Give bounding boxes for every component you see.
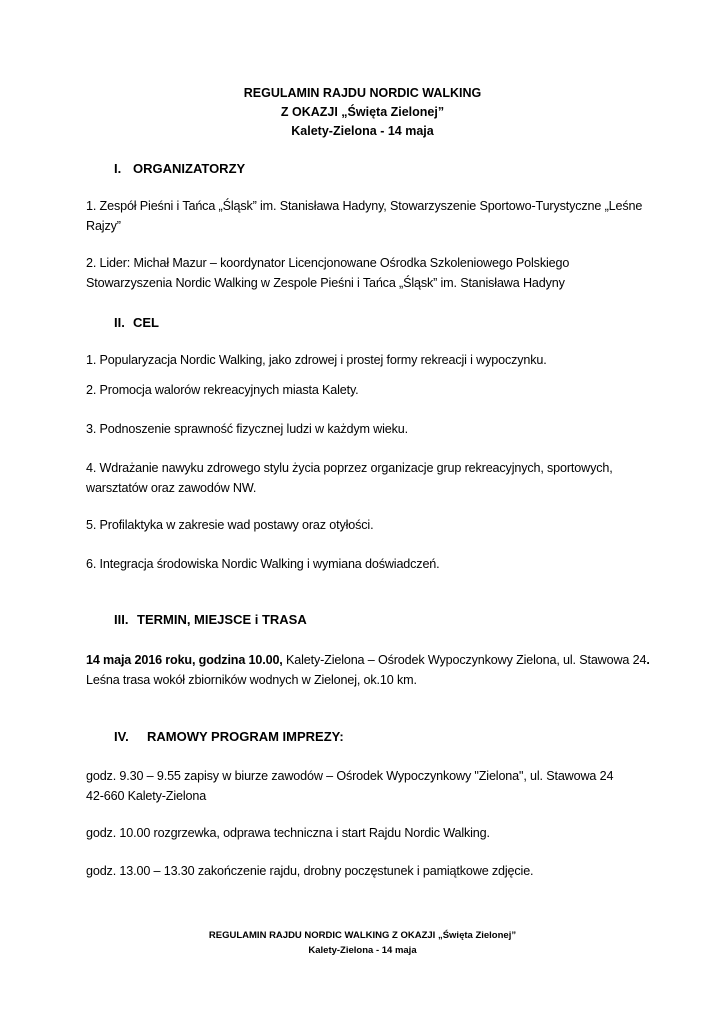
- text-line: warsztatów oraz zawodów NW.: [86, 481, 257, 495]
- document-title-line-2: Z OKAZJI „Święta Zielonej”: [280, 105, 445, 119]
- section-heading-program: [114, 729, 344, 744]
- sentence-period: .: [646, 653, 650, 667]
- page-footer-line-2: Kalety-Zielona - 14 maja: [308, 945, 417, 956]
- section-number: II.: [114, 315, 125, 330]
- document-title-line-3: Kalety-Zielona - 14 maja: [291, 124, 434, 138]
- section-heading-organizatorzy: [114, 161, 245, 176]
- section-title: TERMIN, MIEJSCE i TRASA: [137, 612, 307, 627]
- program-item-1: [86, 766, 666, 806]
- event-location: Kalety-Zielona – Ośrodek Wypoczynkowy Zielona, ul. Stawowa 24: [282, 653, 647, 667]
- section-title: CEL: [133, 315, 159, 330]
- section-title: ORGANIZATORZY: [133, 161, 246, 176]
- text-line: 4. Wdrażanie nawyku zdrowego stylu życia poprzez organizacje grup rekreacyjnych, sportowych,: [86, 461, 613, 475]
- goal-item-2: 2. Promocja walorów rekreacyjnych miasta Kalety.: [86, 383, 359, 397]
- text-line: [86, 650, 666, 670]
- section-number: I.: [114, 161, 122, 176]
- goal-item-1: 1. Popularyzacja Nordic Walking, jako zdrowej i prostej formy rekreacji i wypoczynku.: [86, 353, 547, 367]
- text-line: Rajzy”: [86, 219, 121, 233]
- program-item-3: godz. 13.00 – 13.30 zakończenie rajdu, drobny poczęstunek i pamiątkowe zdjęcie.: [86, 864, 534, 878]
- section-title: RAMOWY PROGRAM IMPREZY:: [147, 729, 344, 744]
- date-location-paragraph: [86, 650, 666, 690]
- section-number: IV.: [114, 729, 129, 744]
- document-title-line-1: REGULAMIN RAJDU NORDIC WALKING: [243, 86, 482, 100]
- goal-item-5: 5. Profilaktyka w zakresie wad postawy oraz otyłości.: [86, 518, 374, 532]
- goal-item-3: 3. Podnoszenie sprawność fizycznej ludzi w każdym wieku.: [86, 422, 408, 436]
- section-heading-termin: [114, 612, 307, 627]
- route-description: Leśna trasa wokół zbiorników wodnych w Zielonej, ok.10 km.: [86, 673, 417, 687]
- page-footer-line-1: REGULAMIN RAJDU NORDIC WALKING Z OKAZJI „Święta Zielonej”: [208, 930, 517, 941]
- event-date-time: 14 maja 2016 roku, godzina 10.00,: [86, 653, 283, 667]
- text-line: 1. Zespół Pieśni i Tańca „Śląsk” im. Stanisława Hadyny, Stowarzyszenie Sportowo-Turystyczne „Leśne: [86, 199, 643, 213]
- text-line: 42-660 Kalety-Zielona: [86, 789, 207, 803]
- goal-item-4: [86, 458, 666, 498]
- organizer-paragraph-2: [86, 253, 666, 293]
- text-line: Stowarzyszenia Nordic Walking w Zespole Pieśni i Tańca „Śląsk” im. Stanisława Hadyny: [86, 276, 565, 290]
- text-line: 2. Lider: Michał Mazur – koordynator Licencjonowane Ośrodka Szkoleniowego Polskiego: [86, 256, 570, 270]
- organizer-paragraph-1: [86, 196, 666, 236]
- goal-item-6: 6. Integracja środowiska Nordic Walking i wymiana doświadczeń.: [86, 557, 440, 571]
- section-number: III.: [114, 612, 129, 627]
- section-heading-cel: [114, 315, 159, 330]
- program-item-2: godz. 10.00 rozgrzewka, odprawa techniczna i start Rajdu Nordic Walking.: [86, 826, 490, 840]
- text-line: godz. 9.30 – 9.55 zapisy w biurze zawodów – Ośrodek Wypoczynkowy "Zielona", ul. Stawowa 24: [86, 769, 614, 783]
